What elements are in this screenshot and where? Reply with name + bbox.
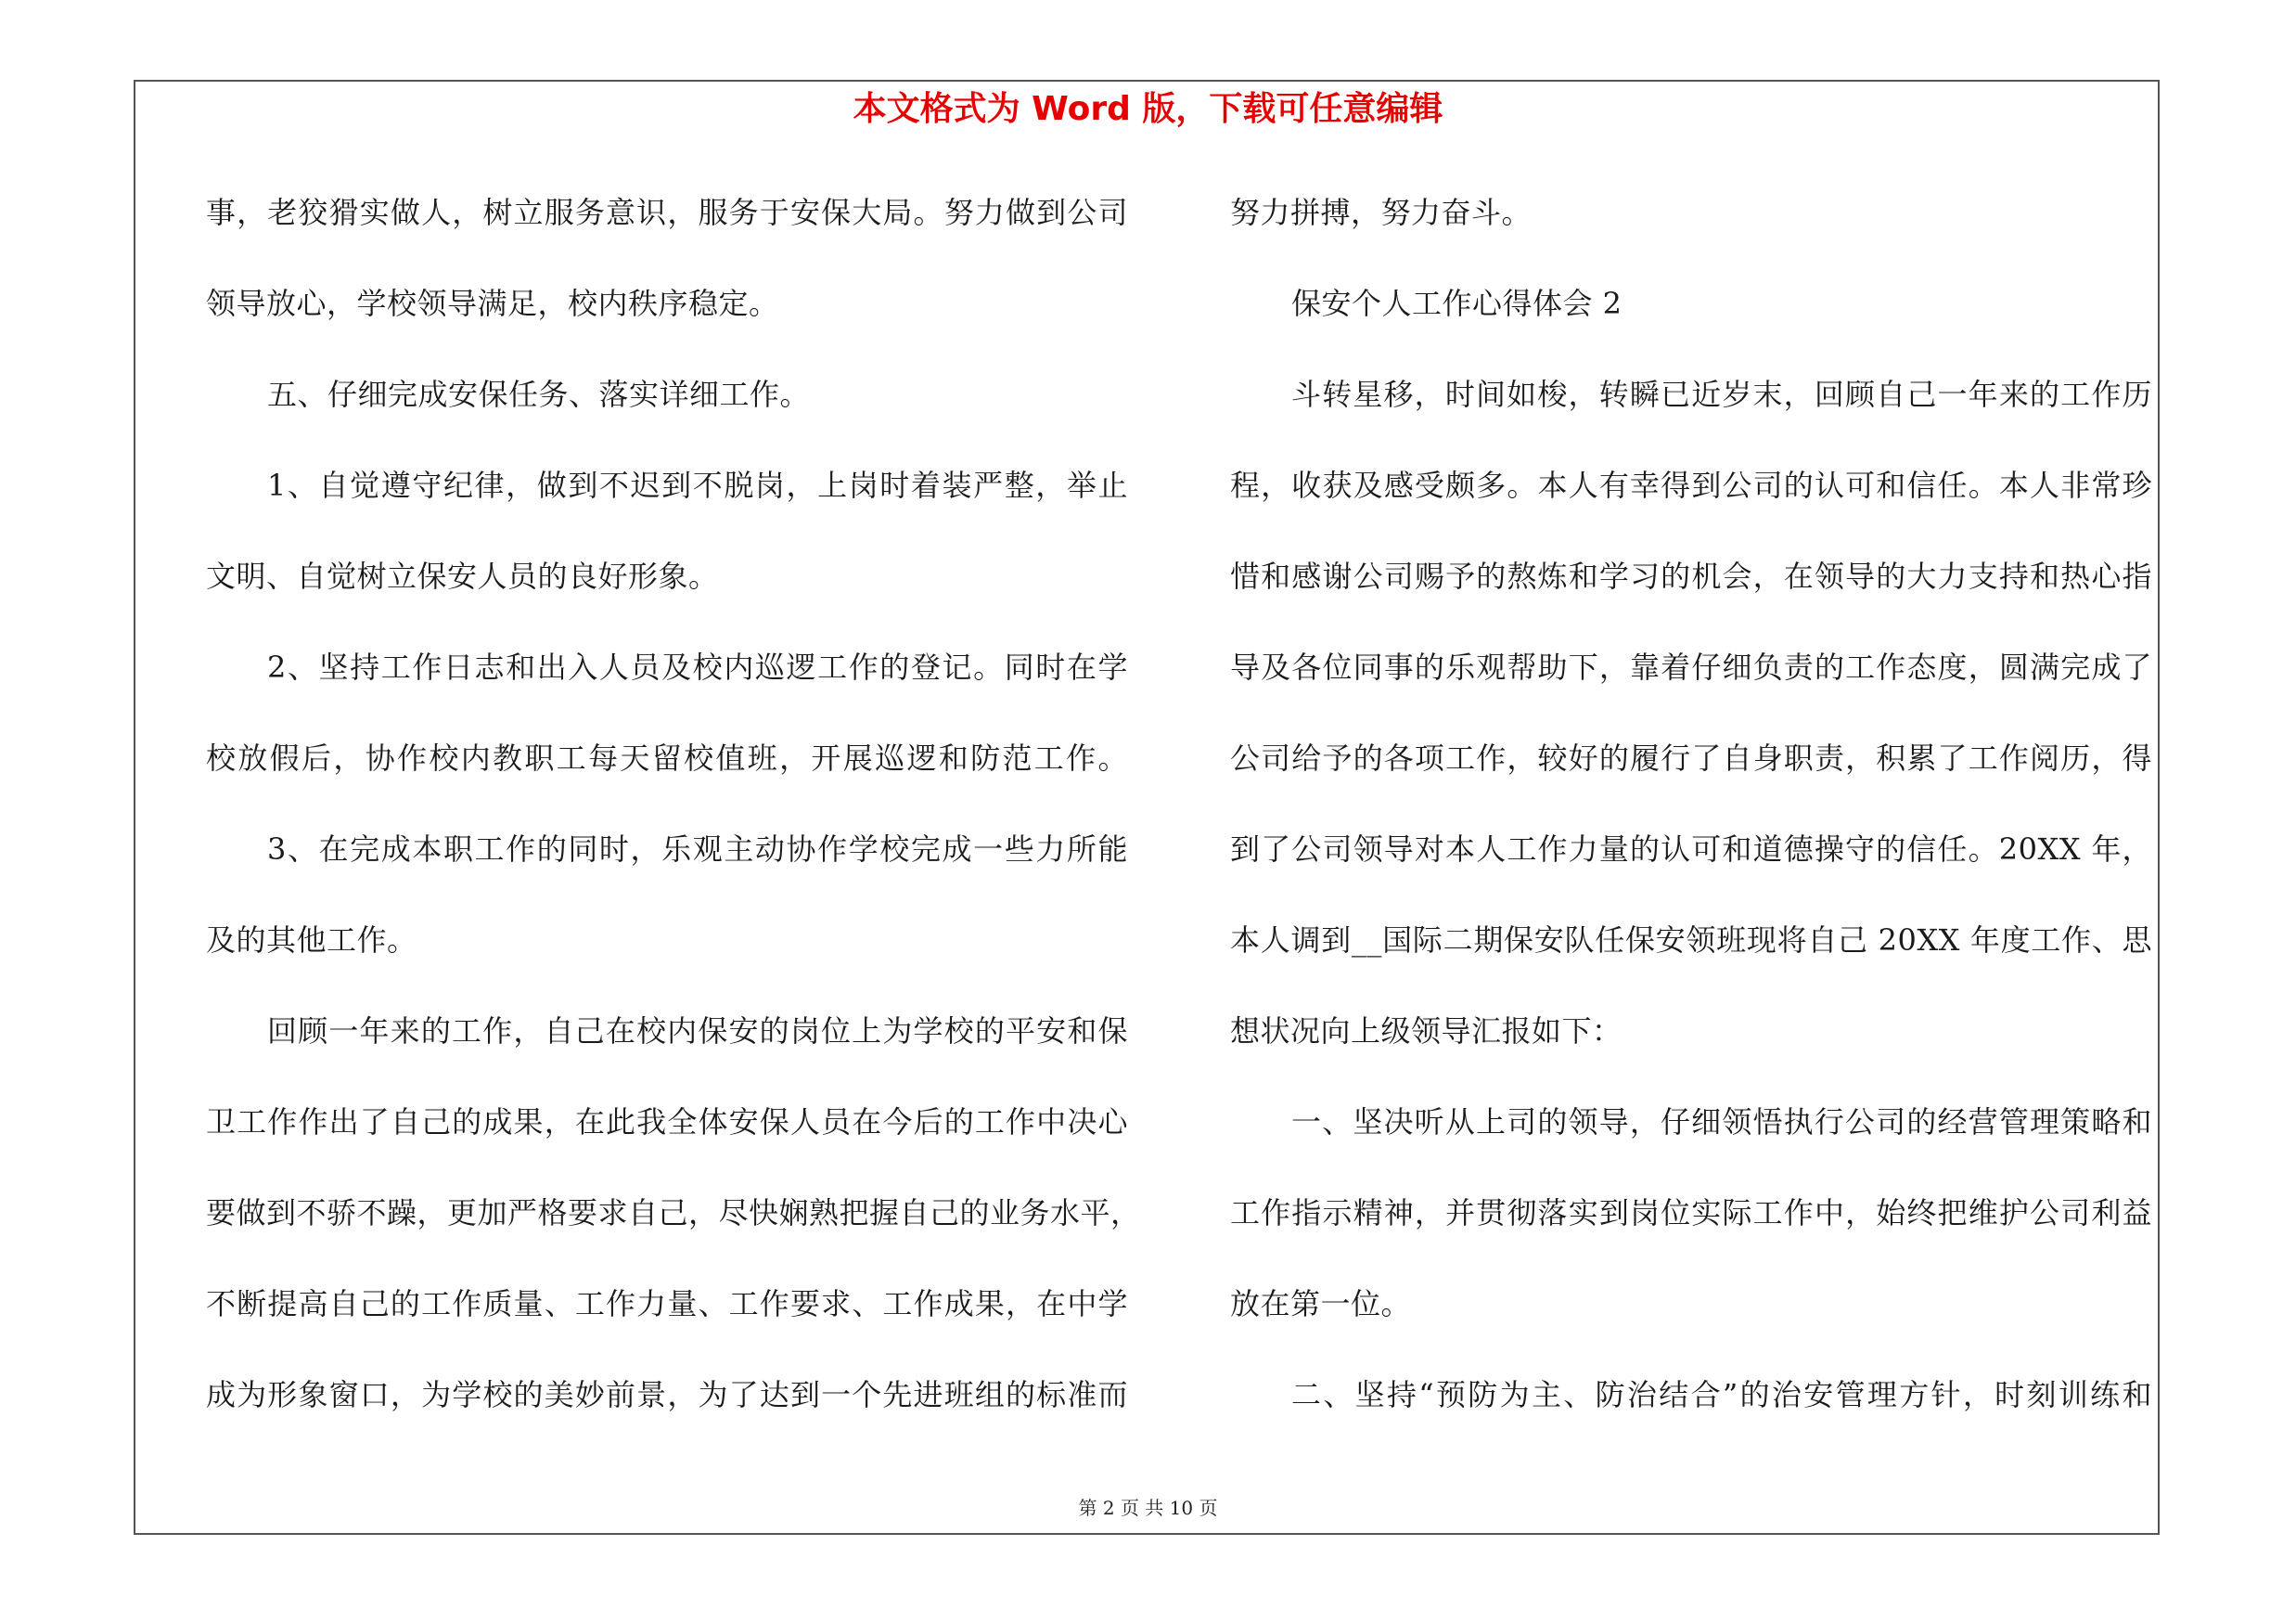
text-line: 回顾一年来的工作，自己在校内保安的岗位上为学校的平安和保 [267, 1013, 1128, 1049]
text-line: 惜和感谢公司赐予的熬炼和学习的机会，在领导的大力支持和热心指 [1230, 559, 2152, 594]
text-line: 二、坚持“预防为主、防治结合”的治安管理方针，时刻训练和 [1291, 1377, 2152, 1412]
format-banner: 本文格式为 Word 版，下载可任意编辑 [853, 90, 1443, 128]
text-line: 3、在完成本职工作的同时，乐观主动协作学校完成一些力所能 [267, 831, 1128, 867]
text-line: 斗转星移，时间如梭，转瞬已近岁末，回顾自己一年来的工作历 [1291, 377, 2152, 412]
text-line: 事，老狡猾实做人，树立服务意识，服务于安保大局。努力做到公司 [206, 195, 1128, 230]
text-line: 1、自觉遵守纪律，做到不迟到不脱岗，上岗时着装严整，举止 [267, 468, 1128, 503]
text-line: 公司给予的各项工作，较好的履行了自身职责，积累了工作阅历，得 [1230, 741, 2152, 776]
text-line: 成为形象窗口，为学校的美妙前景，为了达到一个先进班组的标准而 [206, 1377, 1128, 1412]
text-line: 不断提高自己的工作质量、工作力量、工作要求、工作成果，在中学 [206, 1286, 1128, 1321]
text-line: 工作指示精神，并贯彻落实到岗位实际工作中，始终把维护公司利益 [1230, 1195, 2152, 1230]
section-title: 保安个人工作心得体会 2 [1291, 286, 1623, 321]
section-heading: 五、仔细完成安保任务、落实详细工作。 [267, 377, 811, 412]
page-number: 第 2 页 共 10 页 [1078, 1497, 1218, 1519]
text-line: 程，收获及感受颇多。本人有幸得到公司的认可和信任。本人非常珍 [1230, 468, 2152, 503]
text-line: 导及各位同事的乐观帮助下，靠着仔细负责的工作态度，圆满完成了 [1230, 650, 2152, 685]
text-line: 领导放心，学校领导满足，校内秩序稳定。 [206, 286, 779, 321]
text-line: 一、坚决听从上司的领导，仔细领悟执行公司的经营管理策略和 [1291, 1104, 2152, 1140]
text-line: 本人调到__国际二期保安队任保安领班现将自己 20XX 年度工作、思 [1230, 922, 2152, 958]
text-line: 及的其他工作。 [206, 922, 417, 958]
left-column [206, 182, 1141, 1455]
text-line: 卫工作作出了自己的成果，在此我全体安保人员在今后的工作中决心 [206, 1104, 1128, 1140]
text-line: 想状况向上级领导汇报如下： [1230, 1013, 1623, 1049]
text-line: 放在第一位。 [1230, 1286, 1412, 1321]
text-line: 努力拼搏，努力奋斗。 [1230, 195, 1533, 230]
right-column [1230, 182, 2152, 1455]
text-line: 到了公司领导对本人工作力量的认可和道德操守的信任。20XX 年， [1230, 831, 2152, 867]
text-line: 文明、自觉树立保安人员的良好形象。 [206, 559, 719, 594]
text-line: 2、坚持工作日志和出入人员及校内巡逻工作的登记。同时在学 [267, 650, 1128, 685]
text-line: 校放假后，协作校内教职工每天留校值班，开展巡逻和防范工作。 [206, 741, 1128, 776]
text-line: 要做到不骄不躁，更加严格要求自己，尽快娴熟把握自己的业务水平， [206, 1195, 1141, 1230]
